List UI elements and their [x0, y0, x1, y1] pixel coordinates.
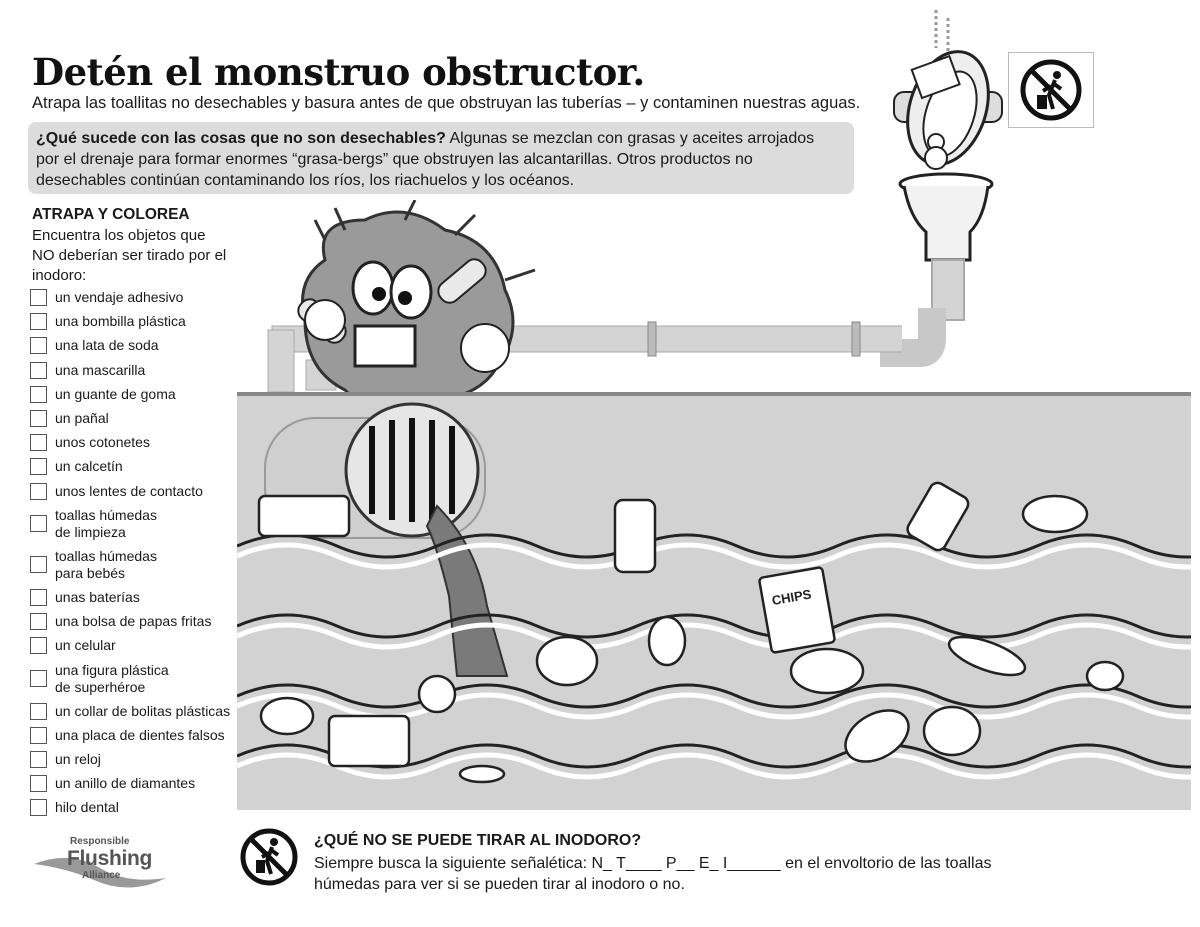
- checklist-item-label: un reloj: [55, 751, 101, 767]
- chips-label: CHIPS: [770, 586, 813, 609]
- checklist-item-label: una lata de soda: [55, 337, 159, 353]
- info-line2: por el drenaje para formar enormes “grasa-bergs” que obstruyen las alcantarillas. Otros productos no: [36, 151, 753, 168]
- no-flush-badge: [1008, 52, 1094, 128]
- checklist-item-label: una bolsa de papas fritas: [55, 613, 212, 629]
- info-line3: desechables continúan contaminando los ríos, los riachuelos y los océanos.: [36, 172, 575, 189]
- waves-illustration: [237, 396, 1191, 810]
- checkbox[interactable]: [30, 458, 47, 475]
- footer-text: [314, 853, 991, 895]
- footer-line2: húmedas para ver si se pueden tirar al inodoro o no.: [314, 876, 685, 893]
- checkbox[interactable]: [30, 556, 47, 573]
- checklist-item-label: una figura plástica de superhéroe: [55, 662, 169, 695]
- info-line1: Algunas se mezclan con grasas y aceites arrojados: [445, 130, 815, 147]
- checkbox[interactable]: [30, 483, 47, 500]
- checklist-heading: ATRAPA Y COLOREA: [32, 206, 190, 223]
- checkbox[interactable]: [30, 313, 47, 330]
- checklist-item-label: un guante de goma: [55, 386, 176, 402]
- checklist-item-label: una bombilla plástica: [55, 313, 186, 329]
- water-scene: [237, 392, 1191, 810]
- checkbox[interactable]: [30, 751, 47, 768]
- page-title: Detén el monstruo obstructor.: [32, 50, 645, 94]
- checkbox[interactable]: [30, 727, 47, 744]
- checkbox[interactable]: [30, 589, 47, 606]
- checklist-item-label: unos cotonetes: [55, 434, 150, 450]
- checklist-item-label: un pañal: [55, 410, 109, 426]
- checkbox[interactable]: [30, 670, 47, 687]
- footer-line1: Siempre busca la siguiente señalética: N_ T____ P__ E_ I______ en el envoltorio de las toallas: [314, 855, 992, 872]
- checkbox[interactable]: [30, 362, 47, 379]
- checklist-item-label: un vendaje adhesivo: [55, 289, 184, 305]
- checkbox[interactable]: [30, 434, 47, 451]
- checkbox[interactable]: [30, 703, 47, 720]
- checklist-item-label: unas baterías: [55, 589, 140, 605]
- checklist-item-label: toallas húmedas de limpieza: [55, 507, 157, 540]
- checkbox[interactable]: [30, 775, 47, 792]
- checkbox[interactable]: [30, 386, 47, 403]
- no-flush-footer-badge: [238, 826, 300, 888]
- checklist-item-label: toallas húmedas para bebés: [55, 548, 157, 581]
- logo-line3: Alliance: [82, 870, 121, 881]
- checkbox[interactable]: [30, 637, 47, 654]
- no-flush-icon: [238, 826, 300, 888]
- checkbox[interactable]: [30, 337, 47, 354]
- logo-line2: Flushing: [67, 847, 153, 870]
- checkbox[interactable]: [30, 613, 47, 630]
- checkbox[interactable]: [30, 289, 47, 306]
- page-subtitle: Atrapa las toallitas no desechables y basura antes de que obstruyan las tuberías – y contaminen nuestras aguas.: [32, 94, 861, 112]
- checkbox[interactable]: [30, 799, 47, 816]
- checkbox[interactable]: [30, 410, 47, 427]
- info-box: [28, 122, 854, 194]
- checklist-item-label: un anillo de diamantes: [55, 775, 196, 791]
- checklist-item-label: unos lentes de contacto: [55, 483, 203, 499]
- no-flush-icon: [1009, 53, 1093, 127]
- checklist-item-label: un celular: [55, 637, 116, 653]
- checklist-item-label: una placa de dientes falsos: [55, 727, 225, 743]
- responsible-flushing-logo: [30, 836, 170, 896]
- checklist-item-label: un collar de bolitas plásticas: [55, 703, 231, 719]
- checkbox[interactable]: [30, 515, 47, 532]
- footer-heading: ¿QUÉ NO SE PUEDE TIRAR AL INODORO?: [314, 832, 642, 849]
- checklist-intro: Encuentra los objetos que NO deberían ser tirado por el inodoro:: [32, 227, 227, 284]
- logo-line1: Responsible: [70, 836, 130, 847]
- info-question: ¿Qué sucede con las cosas que no son desechables?: [36, 130, 446, 147]
- checklist-item-label: una mascarilla: [55, 362, 146, 378]
- checklist-item-label: hilo dental: [55, 799, 119, 815]
- checklist-item-label: un calcetín: [55, 458, 123, 474]
